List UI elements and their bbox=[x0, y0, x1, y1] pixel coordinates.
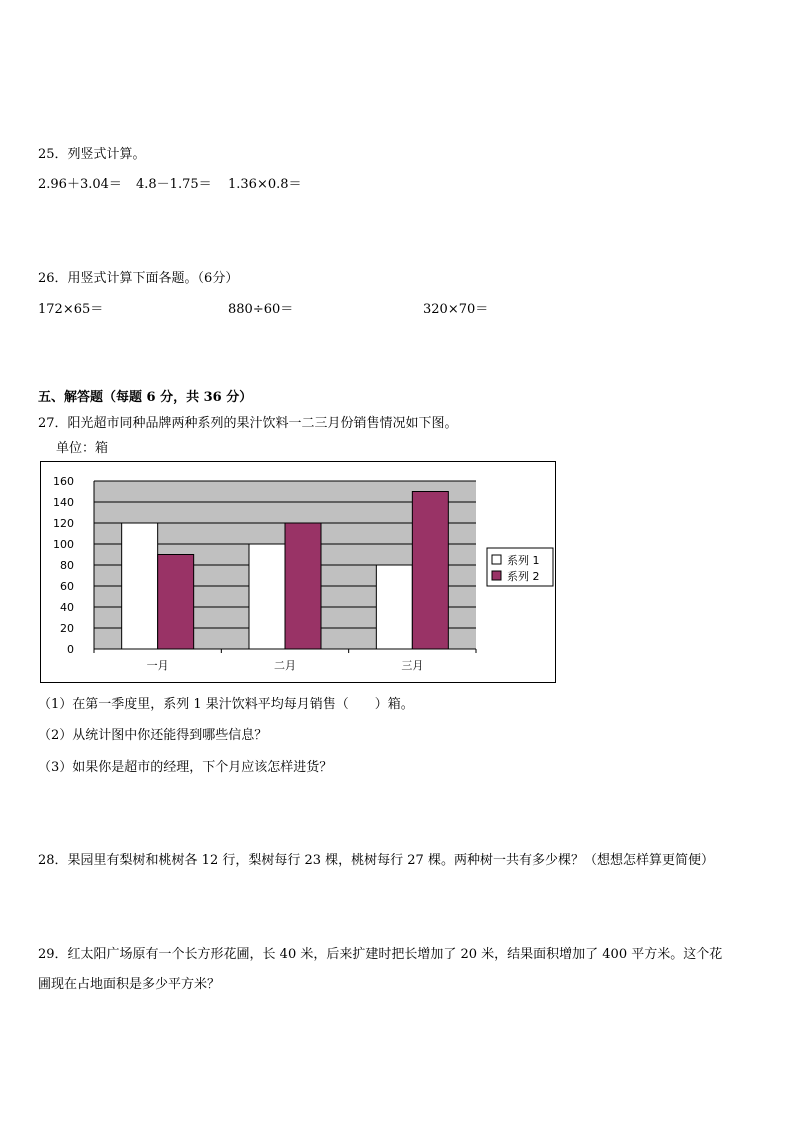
q29-line2: 圃现在占地面积是多少平方米？ bbox=[38, 977, 221, 992]
bar-series-2-3 bbox=[412, 492, 448, 650]
y-tick-label: 60 bbox=[60, 580, 74, 593]
q25-expr-3: 1.36×0.8＝ bbox=[228, 177, 302, 192]
q25-expr-1: 2.96＋3.04＝ bbox=[38, 177, 122, 192]
bar-chart-svg bbox=[41, 462, 555, 682]
q26-title: 26．用竖式计算下面各题。（6分） bbox=[38, 271, 239, 286]
y-tick-label: 80 bbox=[60, 559, 74, 572]
bar-series-1-1 bbox=[122, 523, 158, 649]
section-title: 五、解答题（每题 6 分，共 36 分） bbox=[38, 390, 253, 405]
legend-swatch-2 bbox=[492, 571, 501, 580]
q26-expr-2: 880÷60＝ bbox=[228, 302, 294, 317]
legend-swatch-1 bbox=[492, 555, 501, 564]
q26-expr-3: 320×70＝ bbox=[423, 302, 489, 317]
y-tick-label: 20 bbox=[60, 622, 74, 635]
q29-line1: 29．红太阳广场原有一个长方形花圃，长 40 米，后来扩建时把长增加了 20 米，结果面积增加了 400 平方米。这个花 bbox=[38, 947, 723, 962]
y-tick-label: 140 bbox=[53, 496, 74, 509]
y-tick-label: 0 bbox=[67, 643, 74, 656]
chart-unit-label: 单位：箱 bbox=[56, 441, 109, 456]
bar-series-1-3 bbox=[376, 565, 412, 649]
y-tick-label: 160 bbox=[53, 475, 74, 488]
bar-series-2-1 bbox=[158, 555, 194, 650]
bar-series-1-2 bbox=[249, 544, 285, 649]
q28-title: 28．果园里有梨树和桃树各 12 行，梨树每行 23 棵，桃树每行 27 棵。两种树一共有多少棵？（想想怎样算更简便） bbox=[38, 853, 714, 868]
legend-label-1: 系列 1 bbox=[507, 554, 540, 567]
q27-sub2: （2）从统计图中你还能得到哪些信息？ bbox=[38, 728, 268, 743]
bar-chart bbox=[40, 461, 556, 683]
q27-title: 27．阳光超市同种品牌两种系列的果汁饮料一二三月份销售情况如下图。 bbox=[38, 416, 458, 431]
x-tick-label: 二月 bbox=[274, 659, 296, 672]
x-tick-label: 三月 bbox=[401, 659, 424, 672]
bar-series-2-2 bbox=[285, 523, 321, 649]
q27-sub1: （1）在第一季度里，系列 1 果汁饮料平均每月销售（ ）箱。 bbox=[38, 697, 414, 712]
legend-label-2: 系列 2 bbox=[507, 570, 540, 583]
q26-expr-1: 172×65＝ bbox=[38, 302, 104, 317]
q27-sub3: （3）如果你是超市的经理，下个月应该怎样进货？ bbox=[38, 760, 333, 775]
y-tick-label: 120 bbox=[53, 517, 74, 530]
y-tick-label: 40 bbox=[60, 601, 74, 614]
q25-expr-2: 4.8－1.75＝ bbox=[136, 177, 212, 192]
y-tick-label: 100 bbox=[53, 538, 74, 551]
x-tick-label: 一月 bbox=[146, 659, 169, 672]
q25-title: 25．列竖式计算。 bbox=[38, 147, 146, 162]
